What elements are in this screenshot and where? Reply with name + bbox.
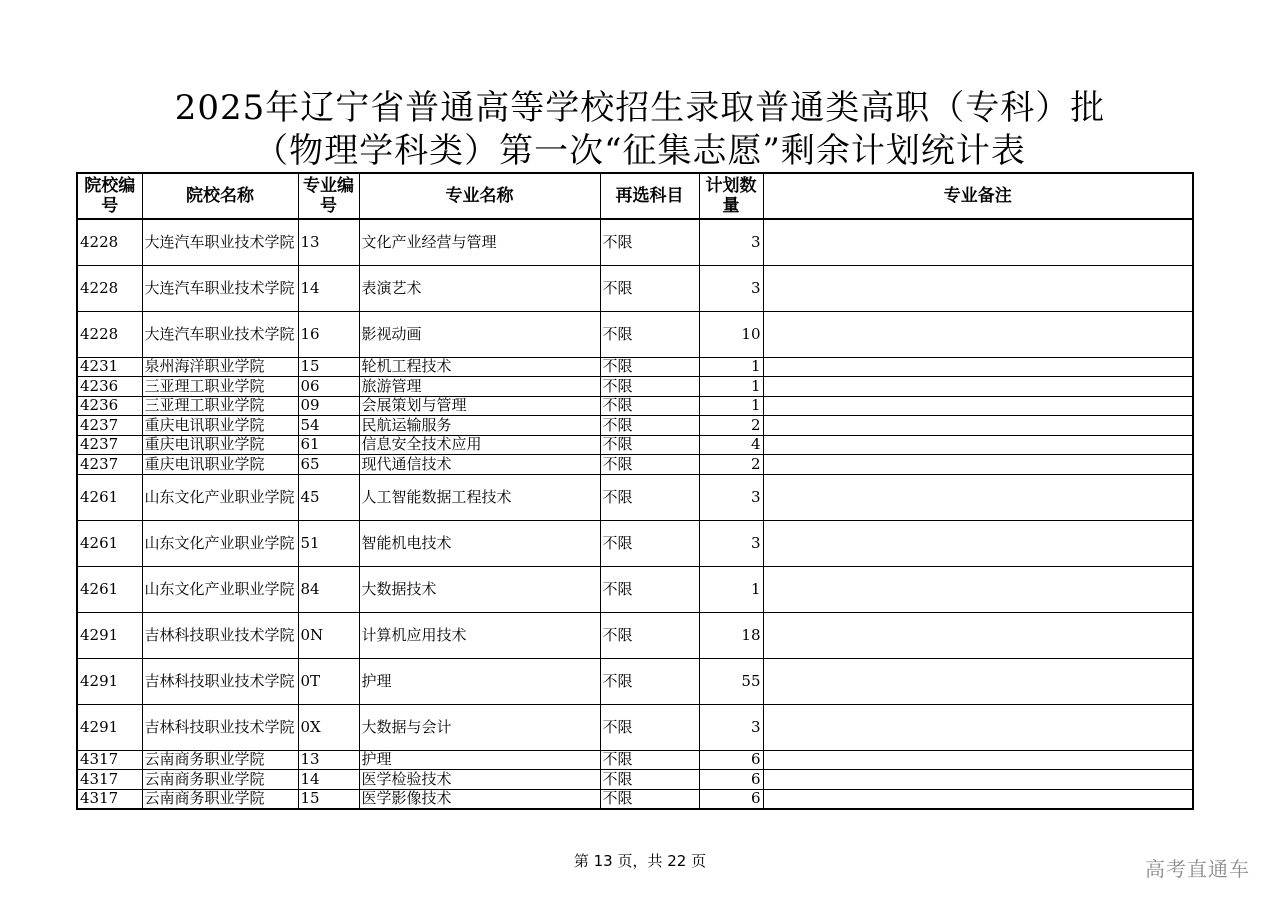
cell-plan: 1 <box>699 396 763 416</box>
cell-school-name: 吉林科技职业技术学院 <box>142 658 298 704</box>
cell-major-code: 15 <box>298 789 359 809</box>
table-row <box>77 311 1193 357</box>
cell-plan: 4 <box>699 435 763 455</box>
cell-school-code: 4228 <box>77 311 142 357</box>
cell-major-name: 人工智能数据工程技术 <box>359 474 600 520</box>
cell-major-code: 09 <box>298 396 359 416</box>
table-row <box>77 377 1193 397</box>
cell-remark <box>763 566 1193 612</box>
cell-major-code: 54 <box>298 416 359 436</box>
table-row <box>77 789 1193 809</box>
cell-school-name: 山东文化产业职业学院 <box>142 566 298 612</box>
table-row <box>77 566 1193 612</box>
cell-subject: 不限 <box>600 789 699 809</box>
cell-school-code: 4317 <box>77 750 142 770</box>
cell-remark <box>763 520 1193 566</box>
plan-table <box>76 172 1194 810</box>
header-plan: 计划数量 <box>699 173 763 219</box>
cell-plan: 55 <box>699 658 763 704</box>
cell-subject: 不限 <box>600 658 699 704</box>
cell-subject: 不限 <box>600 704 699 750</box>
cell-major-code: 0T <box>298 658 359 704</box>
cell-subject: 不限 <box>600 520 699 566</box>
cell-remark <box>763 455 1193 475</box>
cell-major-code: 45 <box>298 474 359 520</box>
cell-major-code: 84 <box>298 566 359 612</box>
cell-subject: 不限 <box>600 265 699 311</box>
cell-subject: 不限 <box>600 416 699 436</box>
cell-school-name: 三亚理工职业学院 <box>142 377 298 397</box>
cell-major-name: 护理 <box>359 750 600 770</box>
cell-school-code: 4261 <box>77 520 142 566</box>
cell-plan: 3 <box>699 265 763 311</box>
header-major-name: 专业名称 <box>359 173 600 219</box>
table-row <box>77 658 1193 704</box>
cell-remark <box>763 377 1193 397</box>
cell-plan: 1 <box>699 566 763 612</box>
cell-major-code: 0X <box>298 704 359 750</box>
table-row <box>77 474 1193 520</box>
cell-school-name: 云南商务职业学院 <box>142 789 298 809</box>
cell-subject: 不限 <box>600 219 699 265</box>
cell-major-code: 13 <box>298 750 359 770</box>
document-title-line1: 2025年辽宁省普通高等学校招生录取普通类高职（专科）批 <box>174 88 1106 128</box>
cell-remark <box>763 311 1193 357</box>
cell-plan: 2 <box>699 416 763 436</box>
header-remark: 专业备注 <box>763 173 1193 219</box>
cell-plan: 10 <box>699 311 763 357</box>
cell-plan: 3 <box>699 219 763 265</box>
cell-plan: 6 <box>699 789 763 809</box>
cell-school-code: 4317 <box>77 789 142 809</box>
cell-school-name: 重庆电讯职业学院 <box>142 435 298 455</box>
cell-major-name: 医学检验技术 <box>359 770 600 790</box>
cell-major-name: 大数据技术 <box>359 566 600 612</box>
cell-remark <box>763 396 1193 416</box>
cell-school-code: 4261 <box>77 566 142 612</box>
cell-remark <box>763 658 1193 704</box>
cell-major-name: 医学影像技术 <box>359 789 600 809</box>
cell-subject: 不限 <box>600 750 699 770</box>
cell-school-name: 云南商务职业学院 <box>142 750 298 770</box>
cell-school-code: 4291 <box>77 704 142 750</box>
table-row <box>77 612 1193 658</box>
table-row <box>77 357 1193 377</box>
cell-school-code: 4228 <box>77 265 142 311</box>
table-row <box>77 219 1193 265</box>
cell-major-name: 信息安全技术应用 <box>359 435 600 455</box>
cell-school-code: 4291 <box>77 658 142 704</box>
cell-school-name: 重庆电讯职业学院 <box>142 455 298 475</box>
cell-major-code: 15 <box>298 357 359 377</box>
cell-school-code: 4291 <box>77 612 142 658</box>
cell-subject: 不限 <box>600 612 699 658</box>
header-school-name: 院校名称 <box>142 173 298 219</box>
cell-plan: 6 <box>699 750 763 770</box>
cell-major-code: 65 <box>298 455 359 475</box>
cell-major-name: 现代通信技术 <box>359 455 600 475</box>
cell-school-name: 吉林科技职业技术学院 <box>142 612 298 658</box>
cell-remark <box>763 750 1193 770</box>
cell-major-name: 护理 <box>359 658 600 704</box>
document-title-line2: （物理学科类）第一次“征集志愿”剩余计划统计表 <box>254 131 1026 171</box>
cell-remark <box>763 789 1193 809</box>
cell-subject: 不限 <box>600 311 699 357</box>
table-row <box>77 396 1193 416</box>
cell-school-code: 4236 <box>77 396 142 416</box>
cell-subject: 不限 <box>600 474 699 520</box>
cell-major-code: 14 <box>298 770 359 790</box>
cell-subject: 不限 <box>600 455 699 475</box>
cell-major-name: 表演艺术 <box>359 265 600 311</box>
cell-plan: 18 <box>699 612 763 658</box>
cell-major-code: 51 <box>298 520 359 566</box>
cell-subject: 不限 <box>600 357 699 377</box>
cell-school-name: 大连汽车职业技术学院 <box>142 219 298 265</box>
cell-major-name: 大数据与会计 <box>359 704 600 750</box>
cell-school-name: 重庆电讯职业学院 <box>142 416 298 436</box>
cell-major-name: 影视动画 <box>359 311 600 357</box>
cell-school-code: 4261 <box>77 474 142 520</box>
cell-school-name: 大连汽车职业技术学院 <box>142 311 298 357</box>
cell-subject: 不限 <box>600 770 699 790</box>
cell-remark <box>763 435 1193 455</box>
cell-school-name: 山东文化产业职业学院 <box>142 520 298 566</box>
cell-major-name: 会展策划与管理 <box>359 396 600 416</box>
cell-school-code: 4237 <box>77 416 142 436</box>
table-row <box>77 750 1193 770</box>
cell-school-name: 云南商务职业学院 <box>142 770 298 790</box>
cell-plan: 1 <box>699 377 763 397</box>
cell-major-name: 轮机工程技术 <box>359 357 600 377</box>
page-footer: 第 13 页，共 22 页 <box>573 852 707 870</box>
cell-major-name: 旅游管理 <box>359 377 600 397</box>
table-row <box>77 265 1193 311</box>
cell-major-code: 14 <box>298 265 359 311</box>
cell-major-code: 0N <box>298 612 359 658</box>
cell-school-name: 泉州海洋职业学院 <box>142 357 298 377</box>
cell-school-code: 4237 <box>77 455 142 475</box>
cell-major-name: 民航运输服务 <box>359 416 600 436</box>
cell-school-code: 4231 <box>77 357 142 377</box>
cell-school-name: 大连汽车职业技术学院 <box>142 265 298 311</box>
cell-school-code: 4317 <box>77 770 142 790</box>
cell-major-name: 计算机应用技术 <box>359 612 600 658</box>
header-subject: 再选科目 <box>600 173 699 219</box>
cell-remark <box>763 770 1193 790</box>
cell-school-name: 吉林科技职业技术学院 <box>142 704 298 750</box>
cell-remark <box>763 416 1193 436</box>
table-row <box>77 435 1193 455</box>
table-row <box>77 770 1193 790</box>
cell-plan: 3 <box>699 704 763 750</box>
cell-school-code: 4237 <box>77 435 142 455</box>
table-header-row <box>77 173 1193 219</box>
cell-school-name: 三亚理工职业学院 <box>142 396 298 416</box>
cell-remark <box>763 357 1193 377</box>
cell-remark <box>763 704 1193 750</box>
cell-remark <box>763 474 1193 520</box>
cell-subject: 不限 <box>600 396 699 416</box>
cell-remark <box>763 219 1193 265</box>
table-body <box>77 219 1193 809</box>
cell-school-name: 山东文化产业职业学院 <box>142 474 298 520</box>
watermark-logo: 高考直通车 <box>1145 857 1250 881</box>
cell-major-name: 智能机电技术 <box>359 520 600 566</box>
cell-major-code: 13 <box>298 219 359 265</box>
cell-school-code: 4236 <box>77 377 142 397</box>
cell-plan: 6 <box>699 770 763 790</box>
table-row <box>77 704 1193 750</box>
cell-plan: 3 <box>699 474 763 520</box>
cell-plan: 3 <box>699 520 763 566</box>
table-row <box>77 520 1193 566</box>
cell-remark <box>763 265 1193 311</box>
table-row <box>77 416 1193 436</box>
cell-major-name: 文化产业经营与管理 <box>359 219 600 265</box>
cell-major-code: 16 <box>298 311 359 357</box>
cell-major-code: 06 <box>298 377 359 397</box>
table-row <box>77 455 1193 475</box>
header-major-code: 专业编号 <box>298 173 359 219</box>
cell-major-code: 61 <box>298 435 359 455</box>
cell-school-code: 4228 <box>77 219 142 265</box>
cell-remark <box>763 612 1193 658</box>
cell-subject: 不限 <box>600 566 699 612</box>
cell-plan: 2 <box>699 455 763 475</box>
cell-plan: 1 <box>699 357 763 377</box>
cell-subject: 不限 <box>600 377 699 397</box>
header-school-code: 院校编号 <box>77 173 142 219</box>
cell-subject: 不限 <box>600 435 699 455</box>
